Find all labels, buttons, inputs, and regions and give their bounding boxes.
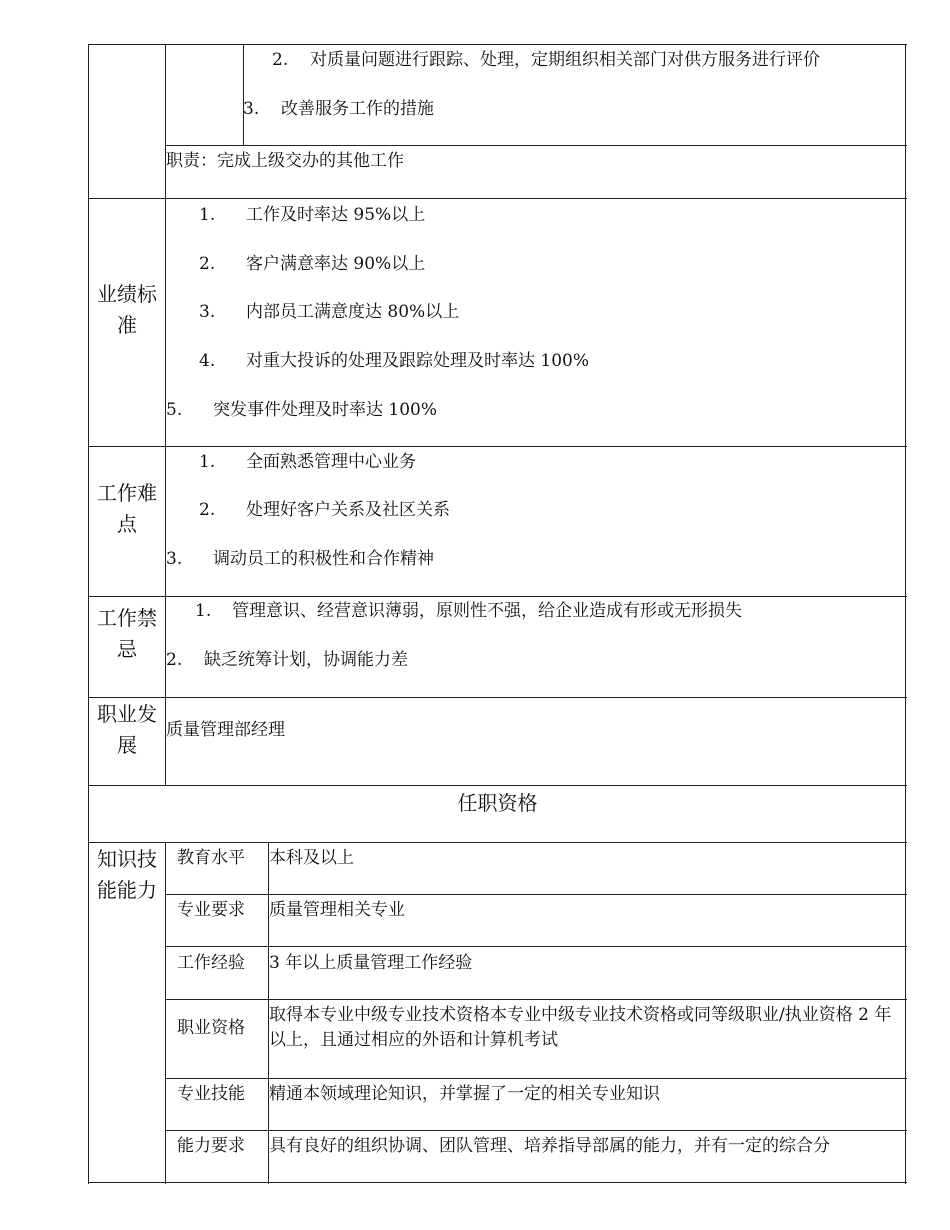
table-border-bottom xyxy=(88,1182,907,1183)
difficulty-item-number: 2. xyxy=(199,500,216,520)
difficulty-item-text: 全面熟悉管理中心业务 xyxy=(246,452,416,472)
performance-item-text: 突发事件处理及时率达 100% xyxy=(213,400,438,420)
taboo-item-number: 1. xyxy=(195,601,212,621)
qualification-name: 教育水平 xyxy=(177,848,245,868)
performance-item-number: 3. xyxy=(199,302,216,322)
row-divider xyxy=(166,999,907,1000)
performance-item-number: 4. xyxy=(199,351,216,371)
column-divider xyxy=(243,44,244,145)
qualifications-title: 任职资格 xyxy=(457,791,538,815)
qualification-value: 3 年以上质量管理工作经验 xyxy=(269,953,473,973)
performance-item-text: 内部员工满意度达 80%以上 xyxy=(246,302,460,322)
performance-item-number: 2. xyxy=(199,254,216,274)
performance-item-text: 工作及时率达 95%以上 xyxy=(246,205,426,225)
taboo-item-number: 2. xyxy=(166,650,183,670)
row-divider xyxy=(88,785,907,786)
difficulty-item-number: 1. xyxy=(199,452,216,472)
row-divider xyxy=(88,596,907,597)
taboo-item-text: 管理意识、经营意识薄弱，原则性不强，给企业造成有形或无形损失 xyxy=(232,601,742,621)
job-description-table xyxy=(88,44,907,1184)
difficulty-item-text: 调动员工的积极性和合作精神 xyxy=(213,549,434,569)
duty-item-number: 3. xyxy=(243,99,260,119)
qualification-value: 质量管理相关专业 xyxy=(269,900,405,920)
duty-item-text: 对质量问题进行跟踪、处理，定期组织相关部门对供方服务进行评价 xyxy=(310,50,820,70)
row-divider xyxy=(88,446,907,447)
taboo-item-text: 缺乏统筹计划，协调能力差 xyxy=(204,650,408,670)
performance-item-number: 5. xyxy=(166,400,183,420)
row-divider xyxy=(88,697,907,698)
qualification-value: 具有良好的组织协调、团队管理、培养指导部属的能力，并有一定的综合分 xyxy=(269,1136,830,1156)
performance-label: 业绩标准 xyxy=(97,282,157,337)
career-label: 职业发展 xyxy=(97,702,157,757)
row-divider xyxy=(166,145,907,146)
qualification-name: 工作经验 xyxy=(177,953,245,973)
row-divider xyxy=(166,946,907,947)
row-divider xyxy=(88,198,907,199)
qualification-value: 取得本专业中级专业技术资格本专业中级专业技术资格或同等级职业/执业资格 2 年以上，且通过相应的外语和计算机考试 xyxy=(269,1005,892,1050)
duty-item-number: 2. xyxy=(272,50,289,70)
row-divider xyxy=(88,842,907,843)
qualification-value: 本科及以上 xyxy=(269,848,354,868)
qualification-name: 能力要求 xyxy=(177,1136,245,1156)
career-text: 质量管理部经理 xyxy=(166,720,285,740)
row-divider xyxy=(166,1130,907,1131)
row-divider xyxy=(166,894,907,895)
qualifications-label: 知识技能能力 xyxy=(97,847,157,902)
taboos-label: 工作禁忌 xyxy=(97,606,157,661)
qualification-name: 职业资格 xyxy=(177,1018,245,1038)
qualification-name: 专业技能 xyxy=(177,1084,245,1104)
difficulties-label: 工作难点 xyxy=(97,481,157,536)
performance-item-text: 客户满意率达 90%以上 xyxy=(246,254,426,274)
table-border-right xyxy=(905,44,906,1184)
table-border-top xyxy=(88,44,907,45)
difficulty-item-text: 处理好客户关系及社区关系 xyxy=(246,500,450,520)
performance-item-text: 对重大投诉的处理及跟踪处理及时率达 100% xyxy=(246,351,590,371)
row-divider xyxy=(166,1078,907,1079)
qualification-name: 专业要求 xyxy=(177,900,245,920)
qualification-value: 精通本领域理论知识，并掌握了一定的相关专业知识 xyxy=(269,1084,660,1104)
duty-item-text: 改善服务工作的措施 xyxy=(281,99,434,119)
performance-item-number: 1. xyxy=(199,205,216,225)
difficulty-item-number: 3. xyxy=(166,549,183,569)
duty-other: 职责：完成上级交办的其他工作 xyxy=(166,151,404,171)
